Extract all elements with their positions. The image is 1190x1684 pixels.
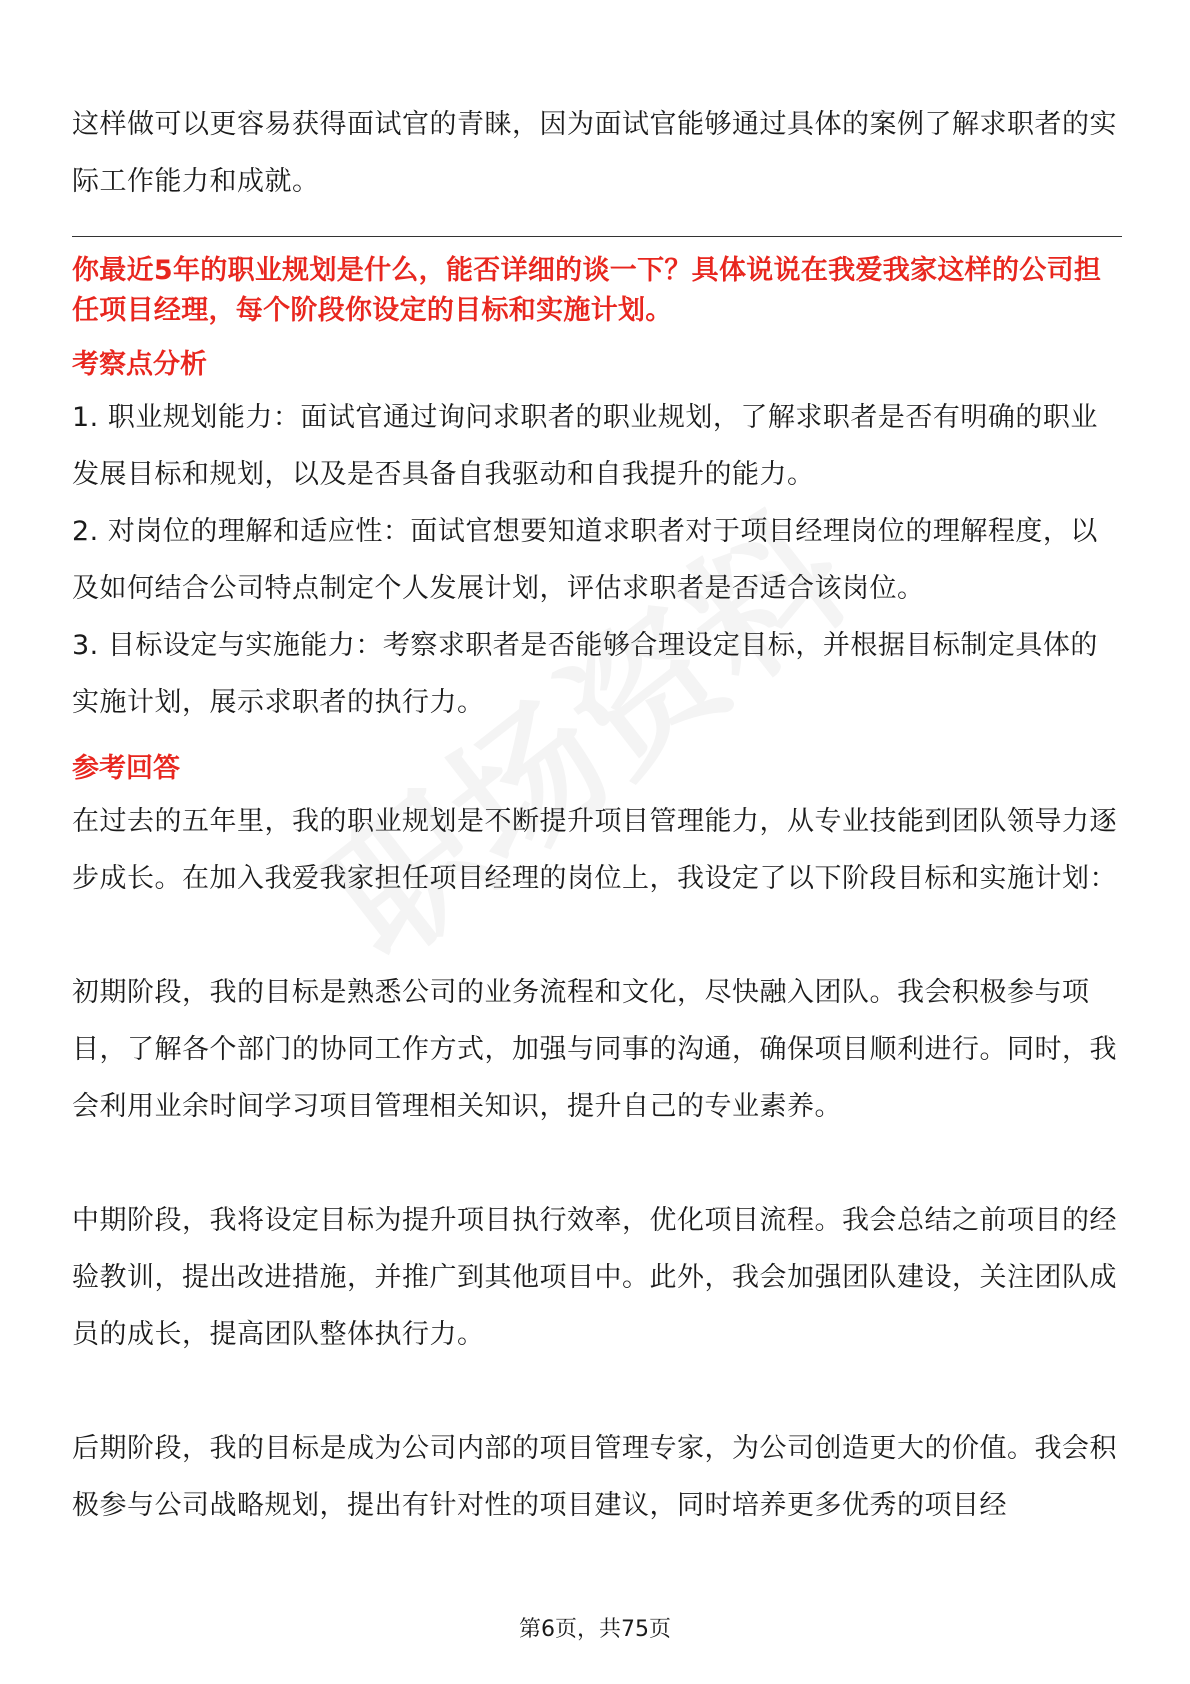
paragraph-spacer	[72, 1135, 1122, 1192]
answer-paragraph: 在过去的五年里，我的职业规划是不断提升项目管理能力，从专业技能到团队领导力逐步成长。在加入我爱我家担任项目经理的岗位上，我设定了以下阶段目标和实施计划：	[72, 806, 1117, 894]
paragraph-spacer	[72, 907, 1122, 964]
analysis-item: 1. 职业规划能力：面试官通过询问求职者的职业规划，了解求职者是否有明确的职业发展目标和规划，以及是否具备自我驱动和自我提升的能力。	[72, 402, 1098, 490]
analysis-item: 2. 对岗位的理解和适应性：面试官想要知道求职者对于项目经理岗位的理解程度，以及如何结合公司特点制定个人发展计划，评估求职者是否适合该岗位。	[72, 516, 1098, 604]
question-text: 你最近5年的职业规划是什么，能否详细的谈一下？具体说说在我爱我家这样的公司担任项目经理，每个阶段你设定的目标和实施计划。	[72, 255, 1102, 326]
analysis-heading: 考察点分析	[72, 349, 207, 380]
intro-paragraph: 这样做可以更容易获得面试官的青睐，因为面试官能够通过具体的案例了解求职者的实际工作能力和成就。	[72, 109, 1117, 197]
document-page	[72, 96, 1122, 1534]
answer-paragraph: 初期阶段，我的目标是熟悉公司的业务流程和文化，尽快融入团队。我会积极参与项目，了解各个部门的协同工作方式，加强与同事的沟通，确保项目顺利进行。同时，我会利用业余时间学习项目管理相关知识，提升自己的专业素养。	[72, 977, 1117, 1122]
answer-paragraph: 中期阶段，我将设定目标为提升项目执行效率，优化项目流程。我会总结之前项目的经验教训，提出改进措施，并推广到其他项目中。此外，我会加强团队建设，关注团队成员的成长，提高团队整体执行力。	[72, 1205, 1117, 1350]
answer-heading: 参考回答	[72, 753, 180, 784]
paragraph-spacer	[72, 1363, 1122, 1420]
page-number: 第6页，共75页	[519, 1617, 671, 1642]
analysis-list	[72, 389, 1122, 731]
answer-paragraph: 后期阶段，我的目标是成为公司内部的项目管理专家，为公司创造更大的价值。我会积极参与公司战略规划，提出有针对性的项目建议，同时培养更多优秀的项目经	[72, 1433, 1117, 1521]
analysis-item: 3. 目标设定与实施能力：考察求职者是否能够合理设定目标，并根据目标制定具体的实施计划，展示求职者的执行力。	[72, 630, 1098, 718]
section-divider	[72, 236, 1122, 237]
